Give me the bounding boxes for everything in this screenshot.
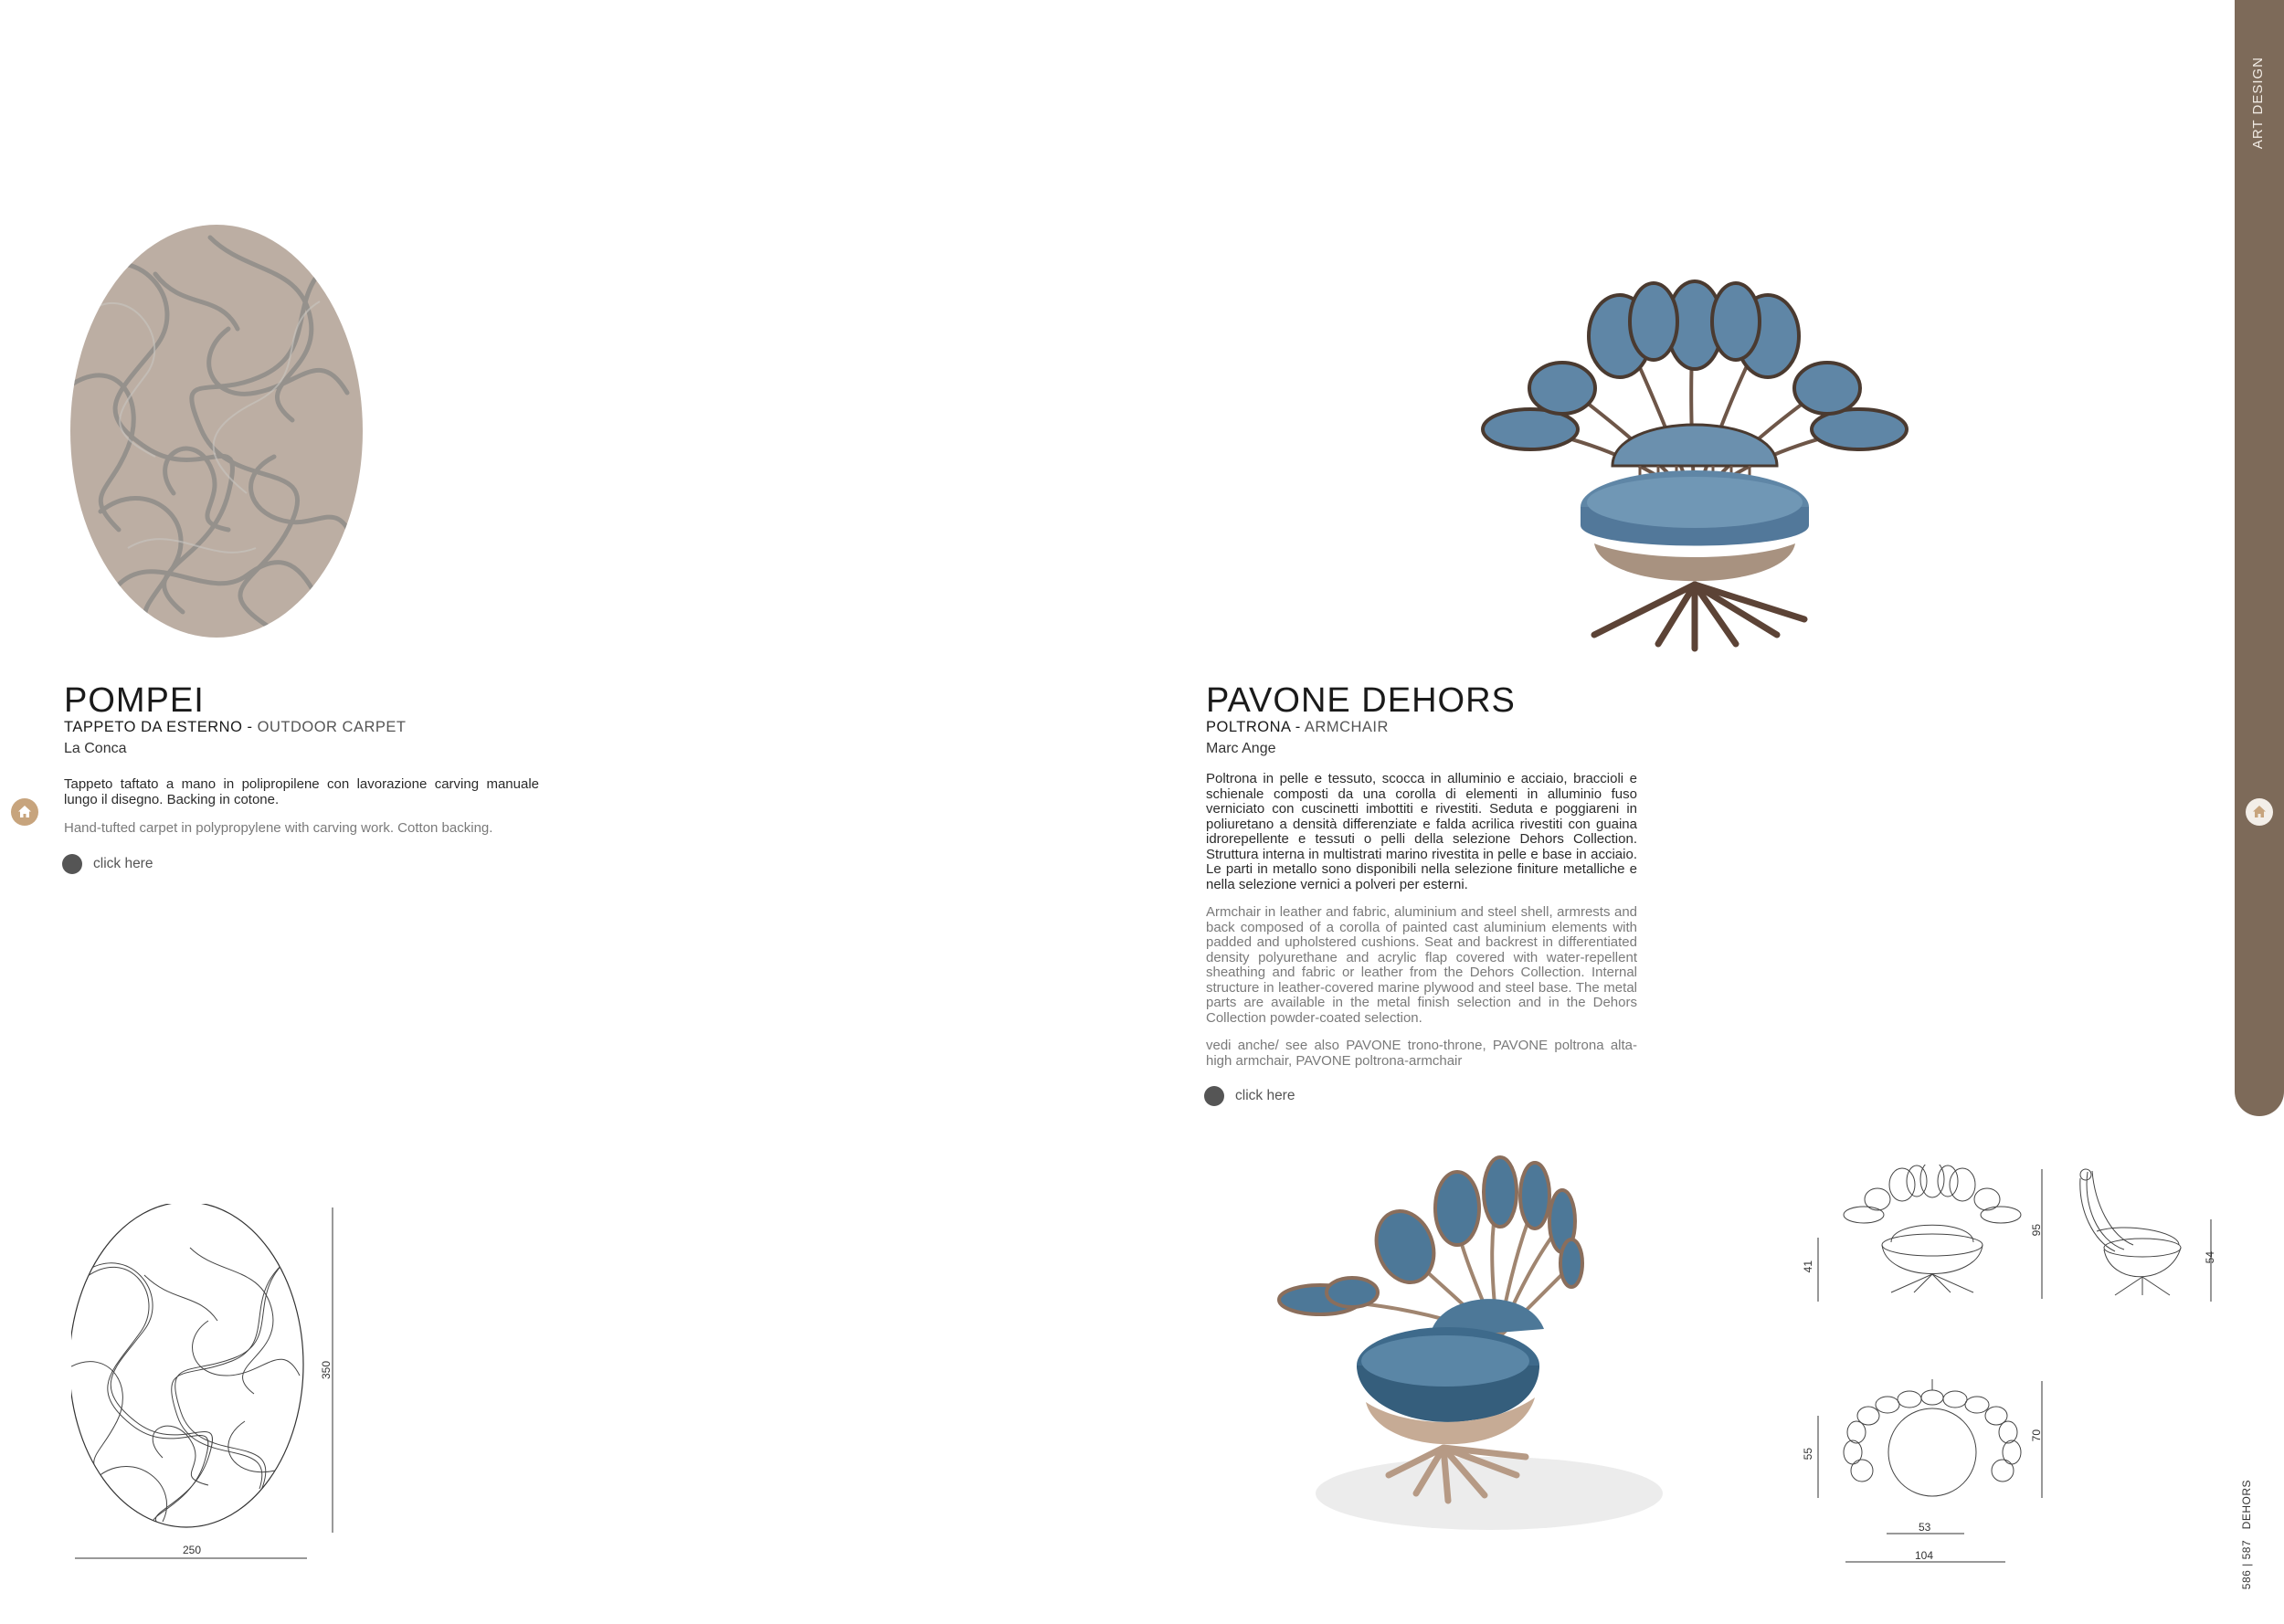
pompei-technical-drawing [71, 1204, 345, 1560]
pavone-link-label: click here [1235, 1088, 1295, 1103]
pompei-link-label: click here [93, 856, 153, 871]
pompei-dim-width: 250 [183, 1544, 202, 1556]
pavone-top-dim-55-line [1813, 1416, 1823, 1498]
pavone-type-it: POLTRONA [1206, 719, 1291, 735]
pompei-carpet-image [64, 219, 370, 644]
pavone-dim-top-total: 70 [2030, 1429, 2043, 1442]
pompei-click-here-link[interactable] [62, 854, 153, 874]
pavone-armchair-front-image [1475, 274, 1914, 658]
pavone-type-en: ARMCHAIR [1304, 719, 1389, 735]
link-bullet-icon [62, 854, 82, 874]
pavone-click-here-link[interactable] [1204, 1086, 1295, 1106]
pavone-dim-104-line [1845, 1560, 2005, 1564]
link-bullet-icon [1204, 1086, 1224, 1106]
pavone-type: POLTRONA - ARMCHAIR [1206, 719, 1389, 735]
pavone-dim-width-total: 104 [1915, 1549, 1934, 1562]
pavone-dim-front-h: 41 [1802, 1260, 1814, 1273]
home-button-right[interactable] [2246, 798, 2273, 826]
pompei-description-it: Tappeto taftato a mano in polipropilene con lavorazione carving manuale lungo il disegno. Backing in cotone. [64, 776, 539, 807]
pavone-dim-front-total: 95 [2030, 1224, 2043, 1237]
pompei-type-it: TAPPETO DA ESTERNO [64, 719, 243, 735]
footer [2240, 1480, 2253, 1589]
pavone-front-dim-41-line [1813, 1238, 1823, 1302]
home-icon [2251, 804, 2268, 820]
pavone-title: PAVONE DEHORS [1206, 681, 1516, 720]
pavone-dim-top-d: 55 [1802, 1448, 1814, 1461]
pavone-dim-53-line [1887, 1532, 1964, 1535]
pavone-top-view-drawing [1836, 1379, 2028, 1498]
pavone-armchair-side-image [1252, 1155, 1681, 1539]
section-tab [2235, 0, 2284, 1116]
page-numbers: 586 | 587 [2240, 1539, 2253, 1590]
pavone-see-also: vedi anche/ see also PAVONE trono-throne, PAVONE poltrona alta-high armchair, PAVONE poltrona-armchair [1206, 1038, 1637, 1069]
pompei-type: TAPPETO DA ESTERNO - OUTDOOR CARPET [64, 719, 407, 735]
pavone-description-it: Poltrona in pelle e tessuto, scocca in alluminio e acciaio, braccioli e schienale composti da una corolla di elementi in alluminio fuso verniciato con cuscinetti imbottiti e rivestiti. Seduta e poggiareni in poliuretano a densità differenziate e falda acrilica rivestiti con guaina idrorepellente e tessuti o pelli della selezione Dehors Collection. Struttura interna in multistrati marino rivestita in pelle e base in acciaio. Le parti in metallo sono disponibili nella selezione finiture metalliche e nella selezione vernici a polveri per esterni. [1206, 771, 1637, 892]
footer-section: DEHORS [2240, 1480, 2253, 1530]
home-icon [16, 804, 33, 820]
pavone-dim-side-h: 54 [2204, 1251, 2216, 1264]
pompei-title: POMPEI [64, 681, 205, 720]
section-label: ART DESIGN [2250, 57, 2266, 150]
pompei-maker: La Conca [64, 741, 127, 756]
pavone-front-view-drawing [1836, 1165, 2028, 1302]
pavone-maker: Marc Ange [1206, 741, 1276, 756]
pompei-type-en: OUTDOOR CARPET [257, 719, 407, 735]
pompei-dim-height: 350 [320, 1361, 333, 1380]
pavone-side-view-drawing [2069, 1167, 2197, 1300]
pompei-description-en: Hand-tufted carpet in polypropylene with carving work. Cotton backing. [64, 820, 493, 836]
home-button-left[interactable] [11, 798, 38, 826]
pavone-description-en: Armchair in leather and fabric, aluminium and steel shell, armrests and back composed of a corolla of painted cast aluminium elements with padded and upholstered cushions. Seat and backrest in differentiated density polyurethane and acrylic flap covered with water-repellent sheathing and fabric or leather from the Dehors Collection. Internal structure in leather-covered marine plywood and steel base. The metal parts are available in the metal finish selection and in the Dehors Collection powder-coated selection. [1206, 904, 1637, 1026]
pavone-dim-width-inner: 53 [1919, 1521, 1931, 1534]
